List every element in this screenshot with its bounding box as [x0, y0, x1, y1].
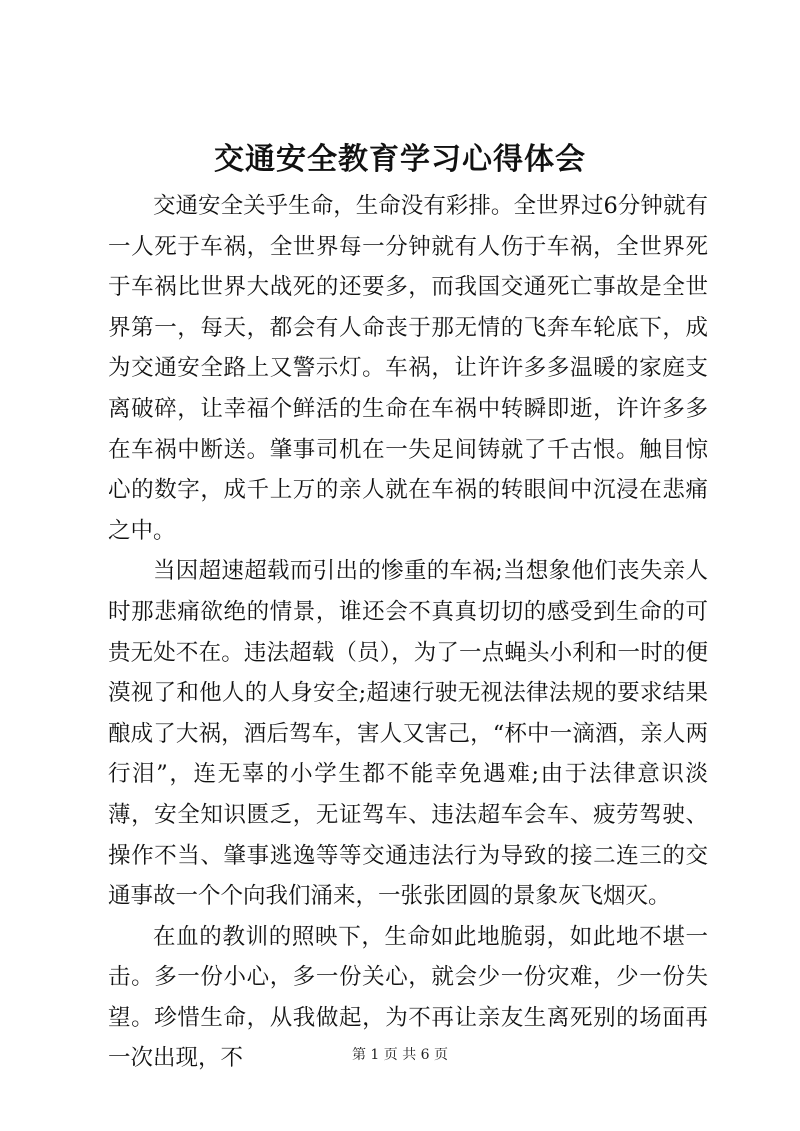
document-body	[108, 186, 708, 1079]
page-number: 第 1 页 共 6 页	[351, 1047, 449, 1063]
paragraph: 在血的教训的照映下，生命如此地脆弱，如此地不堪一击。多一份小心，多一份关心，就会少一份灾难，少一份失望。珍惜生命，从我做起，为不再让亲友生离死别的场面再一次出现，不	[108, 923, 708, 1072]
paragraph: 当因超速超载而引出的惨重的车祸;当想象他们丧失亲人时那悲痛欲绝的情景，谁还会不真真切切的感受到生命的可贵无处不在。违法超载（员），为了一点蝇头小利和一时的便漠视了和他人的人身安全;超速行驶无视法律法规的要求结果酿成了大祸，酒后驾车，害人又害己，“杯中一滴酒，亲人两行泪”，连无辜的小学生都不能幸免遇难;由于法律意识淡薄，安全知识匮乏，无证驾车、违法超车会车、疲劳驾驶、操作不当、肇事逃逸等等交通违法行为导致的接二连三的交通事故一个个向我们涌来，一张张团圆的景象灰飞烟灭。	[108, 558, 708, 910]
document-title: 交通安全教育学习心得体会	[214, 142, 586, 177]
paragraph: 交通安全关乎生命，生命没有彩排。全世界过6分钟就有一人死于车祸，全世界每一分钟就有人伤于车祸，全世界死于车祸比世界大战死的还要多，而我国交通死亡事故是全世界第一，每天，都会有人命丧于那无情的飞奔车轮底下，成为交通安全路上又警示灯。车祸，让许许多多温暖的家庭支离破碎，让幸福个鲜活的生命在车祸中转瞬即逝，许许多多在车祸中断送。肇事司机在一失足间铸就了千古恨。触目惊心的数字，成千上万的亲人就在车祸的转眼间中沉浸在悲痛之中。	[108, 193, 708, 544]
